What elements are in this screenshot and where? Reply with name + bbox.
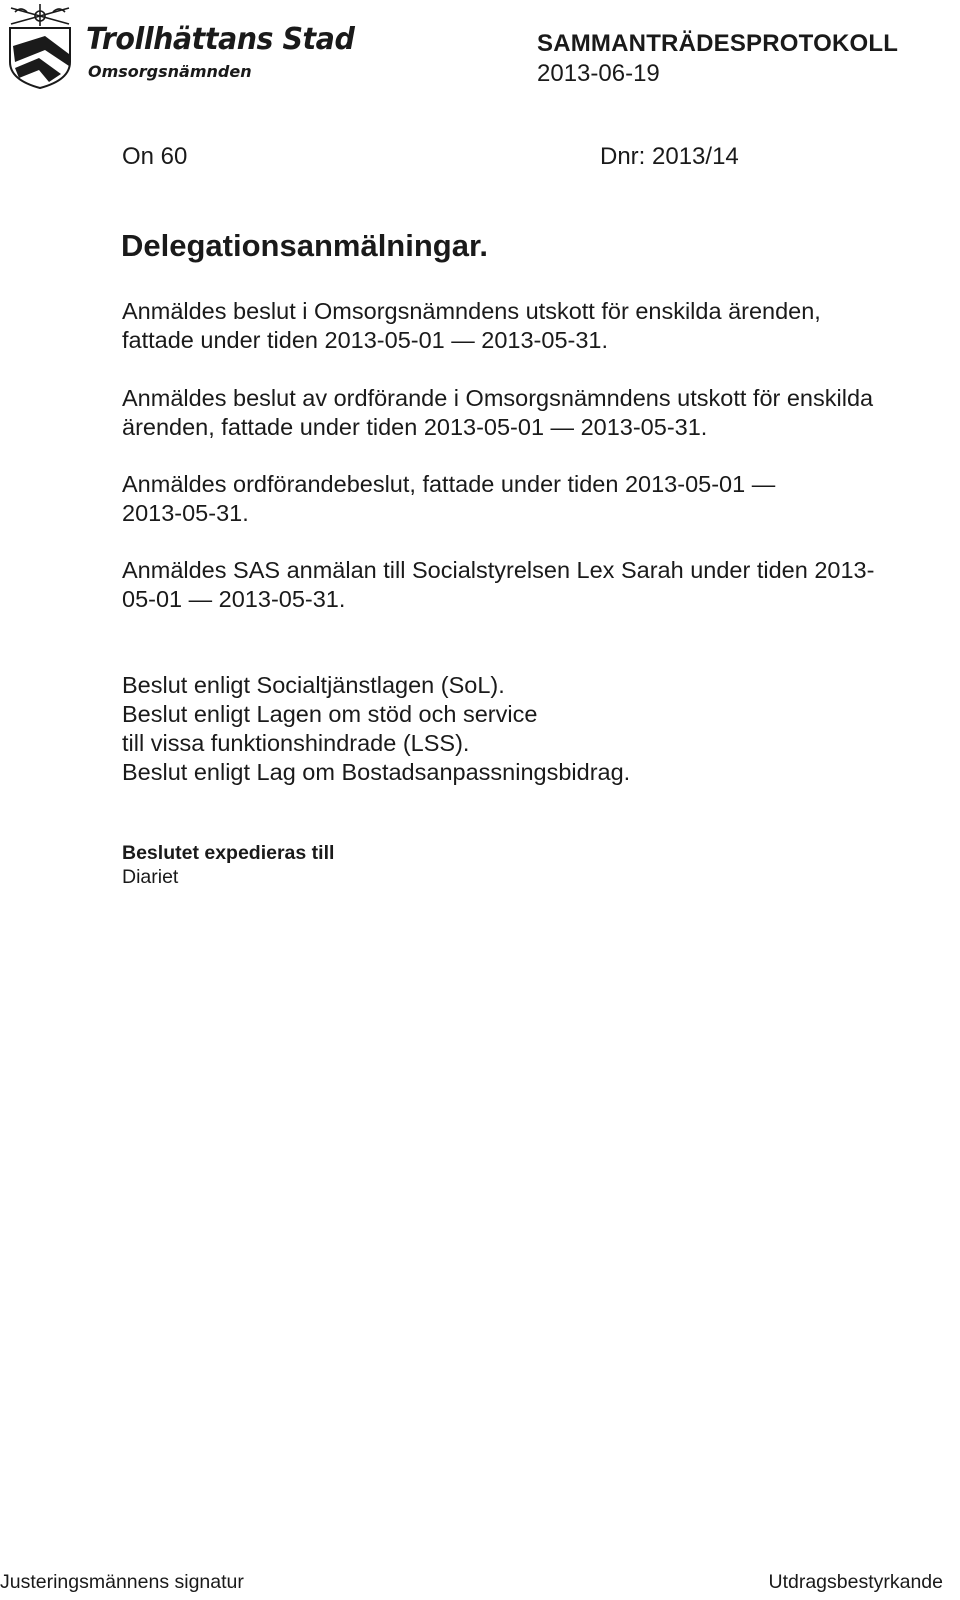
diary-number: Dnr: 2013/14: [600, 143, 739, 170]
paragraph-1: [122, 297, 821, 355]
paragraph-line: Anmäldes beslut av ordförande i Omsorgsnämndens utskott för enskilda: [122, 385, 874, 411]
distribution-recipient: Diariet: [122, 866, 179, 888]
list-item: till vissa funktionshindrade (LSS).: [122, 730, 470, 756]
paragraph-line: Anmäldes ordförandebeslut, fattade under tiden 2013-05-01 —: [122, 471, 776, 497]
distribution-title: Beslutet expedieras till: [122, 842, 335, 864]
municipal-crest-logo: [5, 2, 75, 90]
document-date: 2013-06-19: [537, 60, 660, 87]
paragraph-number: On 60: [122, 143, 188, 170]
paragraph-line: 2013-05-31.: [122, 500, 249, 526]
organization-unit: Omsorgsnämnden: [88, 62, 252, 81]
paragraph-line: Anmäldes beslut i Omsorgsnämndens utskott för enskilda ärenden,: [122, 298, 821, 324]
list-item: Beslut enligt Lag om Bostadsanpassningsbidrag.: [122, 759, 631, 785]
paragraph-line: Anmäldes SAS anmälan till Socialstyrelsen Lex Sarah under tiden 2013-: [122, 557, 875, 583]
paragraph-line: fattade under tiden 2013-05-01 — 2013-05-31.: [122, 327, 609, 353]
certification-label: Utdragsbestyrkande: [768, 1571, 943, 1593]
list-item: Beslut enligt Lagen om stöd och service: [122, 701, 538, 727]
document-type: SAMMANTRÄDESPROTOKOLL: [537, 30, 899, 57]
organization-name: Trollhättans Stad: [86, 22, 355, 57]
page-title: Delegationsanmälningar.: [121, 228, 488, 263]
paragraph-4: [122, 556, 874, 614]
paragraph-2: [122, 384, 873, 442]
decision-basis-list: [122, 671, 630, 787]
list-item: Beslut enligt Socialtjänstlagen (SoL).: [122, 672, 505, 698]
paragraph-3: [122, 470, 775, 528]
paragraph-line: ärenden, fattade under tiden 2013-05-01 — 2013-05-31.: [122, 414, 708, 440]
signature-label: Justeringsmännens signatur: [0, 1571, 244, 1593]
paragraph-line: 05-01 — 2013-05-31.: [122, 586, 346, 612]
